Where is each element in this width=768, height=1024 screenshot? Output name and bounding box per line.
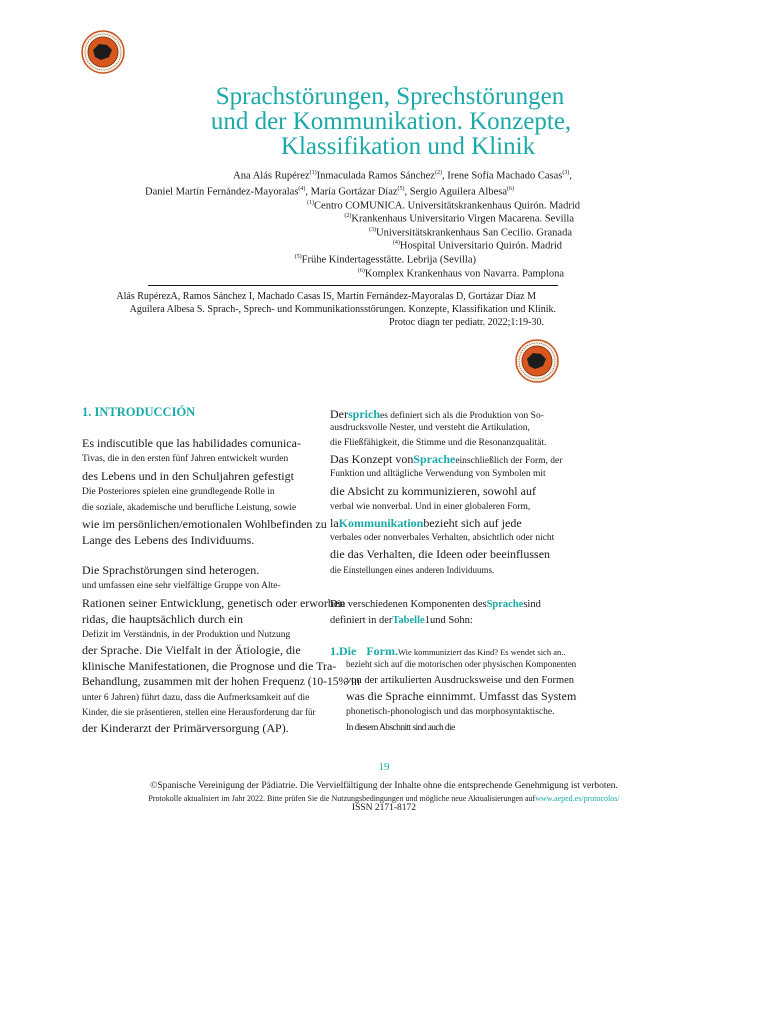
text-run: 1und Sohn: [424,615,473,626]
left-p1-line-4: Die Posteriores spielen eine grundlegende Rolle in [82,487,275,497]
keyword-highlight: Sprache [486,599,524,610]
citation-line-2: Aguilera Albesa S. Sprach-, Sprech- und Kommunikationsstörungen. Konzepte, Klassifikation und Klinik. [129,304,556,315]
left-p2-line-8: Behandlung, zusammen mit der hohen Frequenz (10-15% in [82,676,360,688]
left-p1-line-6: wie im persönlichen/emotionalen Wohlbefinden zu [82,517,327,531]
right-p1-line-10: die das Verhalten, die Ideen oder beeinflussen [330,547,551,561]
protocols-link[interactable]: www.aeped.es/protocolos/ [535,794,620,803]
protocol-note-text: Protokolle aktualisiert im Jahr 2022. Bitte prüfen Sie die Nutzungsbedingungen und mögliche neue Aktualisierungen auf [148,794,536,803]
keyword-highlight: sprich [348,407,381,421]
list-number-label: 1.Die [330,644,357,658]
left-p1-line-1: Es indiscutible que las habilidades comunica- [82,436,301,450]
left-p2-line-2: und umfassen eine sehr vielfältige Gruppe von Alte- [82,581,281,591]
left-p2-line-9: unter 6 Jahren) führt dazu, dass die Aufmerksamkeit auf die [82,693,310,703]
subheading-form: Form. [366,644,398,658]
left-p2-line-1: Die Sprachstörungen sind heterogen. [82,563,260,577]
author-affiliation-mark: (5) [397,186,405,192]
right-p3-line-2: bezieht sich auf die motorischen oder physischen Komponenten [346,659,577,669]
section-heading: 1. INTRODUCCIÓN [82,405,196,419]
right-p1-line-6: die Absicht zu kommunizieren, sowohl auf [330,484,536,498]
right-p3-line-4: was die Sprache einnimmt. Umfasst das System [346,689,577,703]
text-run: sind [523,599,541,610]
text-run: la [330,516,339,530]
title-line-1: Sprachstörungen, Sprechstörungen [215,83,565,110]
right-p1-line-11: die Einstellungen eines anderen Individuums. [330,565,495,575]
left-p2-line-11: der Kinderarzt der Primärversorgung (AP). [82,721,289,735]
author-affiliation-mark: (2) [434,170,442,176]
text-run: Wie kommuniziert das Kind? Es wendet sich an.. [397,647,566,657]
text-run: Die verschiedenen Komponenten des [330,599,487,610]
text-run: definiert in der [330,615,393,626]
affiliation-mark: (6) [357,268,365,274]
affiliation-text: Universitätskrankenhaus San Cecilio. Granada [376,227,572,239]
authors-line-1 [233,166,572,184]
article-title [150,84,630,159]
author-name: , María Gortázar Díaz [305,186,398,198]
right-p3-line-6: In diesem Abschnitt sind auch die [346,723,455,733]
copyright-notice: ©Spanische Vereinigung der Pädiatrie. Die Vervielfältigung der Inhalte ohne die entsprechende Genehmigung ist verboten. [150,781,618,791]
author-separator: , [569,170,572,182]
affiliation-mark: (5) [294,254,302,260]
affiliation-text: Frühe Kindertagesstätte. Lebrija (Sevilla) [301,254,476,266]
left-p2-line-7: klinische Manifestationen, die Prognose und die Tra- [82,659,337,673]
right-p2-line-2 [330,610,473,629]
author-name: , Irene Sofía Machado Casas [441,170,563,182]
author-affiliation-mark: (4) [298,186,306,192]
affiliation-mark: (1) [307,200,315,206]
affiliation-text: Krankenhaus Universitario Virgen Macarena. Sevilla [351,213,574,225]
society-seal-logo [515,339,559,383]
left-p2-line-6: der Sprache. Die Vielfalt in der Ätiologie, die [82,643,301,657]
keyword-highlight: Sprache [413,452,456,466]
text-run: einschließlich der Form, der [455,456,563,466]
text-run: es definiert sich als die Produktion von So- [380,411,544,421]
page-number: 19 [378,761,390,773]
society-seal-logo [81,30,125,74]
citation-line-3: Protoc diagn ter pediatr. 2022;1:19-30. [389,317,544,328]
title-line-3: Klassifikation und Klinik [280,133,536,160]
author-name: Inmaculada Ramos Sánchez [316,170,435,182]
left-p1-line-7: Lange des Lebens des Individuums. [82,533,255,547]
right-p1-line-3: die Fließfähigkeit, die Stimme und die Resonanzqualität. [330,438,547,448]
left-p2-line-10: Kinder, die sie präsentieren, stellen eine Herausforderung dar für [82,707,316,717]
author-affiliation-mark: (1) [309,170,317,176]
issn-label: ISSN 2171-8172 [351,803,417,813]
title-line-2: und der Kommunikation. Konzepte, [210,108,572,135]
affiliation-text: Komplex Krankenhaus von Navarra. Pamplona [364,268,564,280]
citation-line-1: Alás RupérezA, Ramos Sánchez I, Machado Casas IS, Martín Fernández-Mayoralas D, Gortázar Díaz M [116,291,536,302]
affiliation-6 [358,264,564,282]
header-divider [148,285,558,286]
left-p2-line-4: ridas, die hauptsächlich durch ein [82,612,243,626]
right-p3-line-5: phonetisch-phonologisch und das morphosyntaktische. [346,707,555,717]
table-reference-link[interactable]: Tabelle [392,615,425,626]
keyword-highlight: Kommunikation [338,516,424,530]
author-name: Daniel Martín Fernández-Mayoralas [145,186,299,198]
right-p1-line-2: ausdrucksvolle Nester, und versteht die Artikulation, [330,423,530,433]
right-p3-line-3: von der artikulierten Ausdrucksweise und den Formen [346,675,575,686]
affiliation-mark: (3) [369,227,377,233]
left-p2-line-5: Defizit im Verständnis, in der Produktion und Nutzung [82,630,291,640]
right-p1-line-5: Funktion und alltägliche Verwendung von Symbolen mit [330,469,546,479]
right-p1-line-9: verbales oder nonverbales Verhalten, absichtlich oder nicht [330,533,555,543]
left-p1-line-5: die soziale, akademische und berufliche Leistung, sowie [82,503,297,513]
text-run: Der [330,407,348,421]
author-name: Ana Alás Rupérez [233,170,310,182]
text-run: Das Konzept von [330,452,414,466]
left-p1-line-3: des Lebens und in den Schuljahren gefestigt [82,469,294,483]
affiliation-text: Centro COMUNICA. Universitätskrankenhaus Quirón. Madrid [314,200,580,212]
left-p2-line-3: Rationen seiner Entwicklung, genetisch oder erworben [82,596,346,610]
affiliation-mark: (2) [344,213,352,219]
author-affiliation-mark: (6) [507,186,514,192]
affiliation-mark: (4) [392,240,400,246]
affiliation-text: Hospital Universitario Quirón. Madrid [399,240,562,252]
text-run: bezieht sich auf jede [423,516,522,530]
author-affiliation-mark: (3) [562,170,570,176]
author-name: , Sergio Aguilera Albesa [404,186,507,198]
left-p1-line-2: Tivas, die in den ersten fünf Jahren entwickelt wurden [82,454,289,464]
right-p1-line-7: verbal wie nonverbal. Und in einer globaleren Form, [330,502,531,512]
